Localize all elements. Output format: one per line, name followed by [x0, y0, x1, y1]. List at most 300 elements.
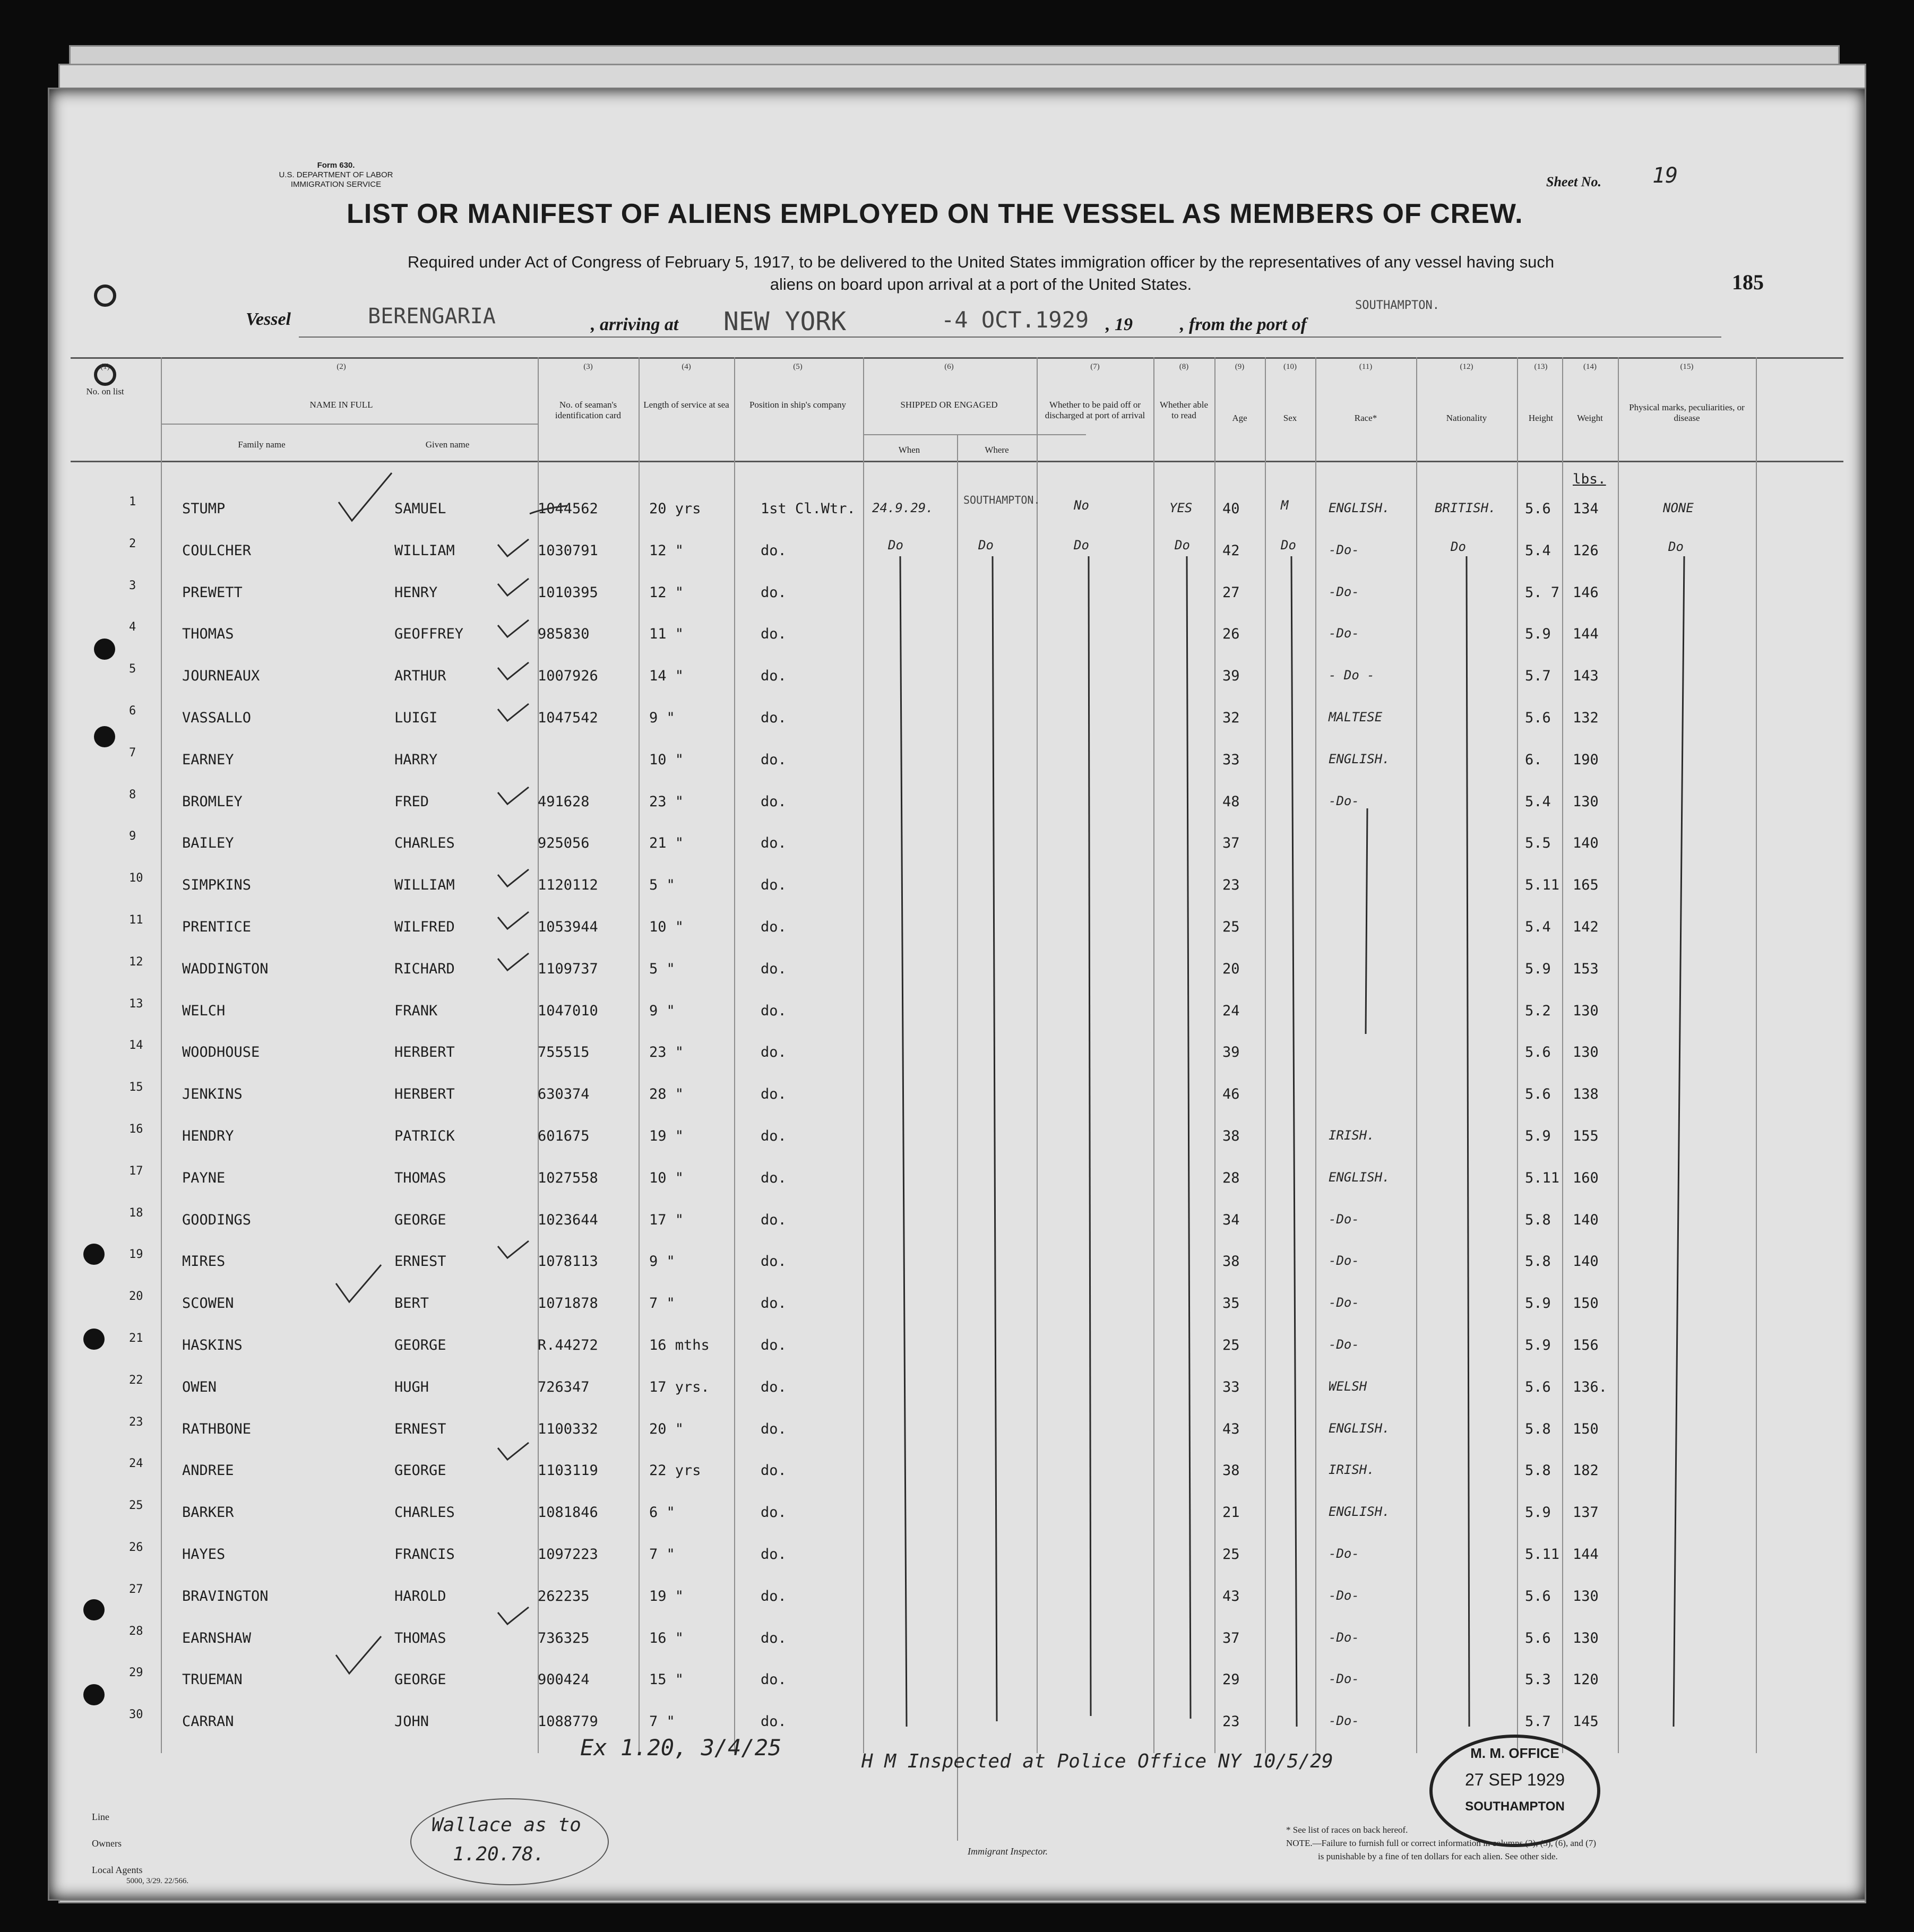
age: 33 [1222, 1379, 1240, 1395]
given-name: THOMAS [394, 1170, 446, 1186]
seaman-card: 601675 [538, 1128, 590, 1144]
seaman-card: 1053944 [538, 919, 598, 935]
ship-position: do. [761, 1462, 787, 1479]
footer-line-label: Line [92, 1812, 109, 1822]
family-name: GOODINGS [182, 1212, 252, 1228]
family-name: HAYES [182, 1546, 226, 1563]
service-length: 19 " [649, 1128, 684, 1144]
row-number: 11 [129, 913, 143, 927]
age: 42 [1222, 542, 1240, 559]
given-name: HUGH [394, 1379, 429, 1395]
given-name: ERNEST [394, 1253, 446, 1270]
row1-nationality: BRITISH. [1435, 501, 1496, 515]
seaman-card: 736325 [538, 1630, 590, 1646]
family-name: WOODHOUSE [182, 1044, 260, 1060]
ditto-when: Do [888, 538, 903, 553]
seaman-card: 985830 [538, 626, 590, 642]
service-length: 9 " [649, 1253, 675, 1270]
ship-position: do. [761, 626, 787, 642]
age: 33 [1222, 752, 1240, 768]
ship-position: do. [761, 877, 787, 893]
weight: 140 [1573, 1212, 1599, 1228]
ship-position: do. [761, 961, 787, 977]
service-length: 23 " [649, 1044, 684, 1060]
age: 37 [1222, 835, 1240, 851]
family-name: TRUEMAN [182, 1671, 243, 1688]
age: 27 [1222, 584, 1240, 601]
height: 5.7 [1525, 668, 1551, 684]
race: MALTESE [1329, 710, 1383, 724]
height: 5.6 [1525, 1588, 1551, 1605]
height: 5.4 [1525, 919, 1551, 935]
service-length: 21 " [649, 835, 684, 851]
weight: 130 [1573, 1003, 1599, 1019]
seaman-card: 900424 [538, 1671, 590, 1688]
ship-position: do. [761, 1170, 787, 1186]
height: 5.8 [1525, 1253, 1551, 1270]
row-number: 26 [129, 1541, 143, 1554]
row1-sex: M [1281, 498, 1289, 513]
weight: 132 [1573, 710, 1599, 726]
family-name: HASKINS [182, 1337, 243, 1353]
row-number: 14 [129, 1039, 143, 1052]
column-header: Position in ship's company [749, 400, 847, 410]
row-number: 19 [129, 1248, 143, 1261]
column-number: (7) [1090, 363, 1100, 371]
service-length: 7 " [649, 1546, 675, 1563]
given-name: GEORGE [394, 1337, 446, 1353]
seaman-card: 491628 [538, 794, 590, 810]
age: 40 [1222, 501, 1240, 517]
race: IRISH. [1329, 1462, 1375, 1477]
form-number: Form 630. [317, 161, 355, 170]
footer-agents-label: Local Agents [92, 1865, 143, 1875]
seaman-card: 925056 [538, 835, 590, 851]
row-number: 12 [129, 955, 143, 969]
row-number: 9 [129, 830, 136, 843]
row-number: 25 [129, 1499, 143, 1512]
race: -Do- [1329, 794, 1359, 808]
column-number: (2) [337, 363, 346, 371]
height: 5.6 [1525, 1044, 1551, 1060]
ditto-marks: Do [1668, 539, 1684, 554]
family-name: CARRAN [182, 1713, 234, 1730]
row1-shipped-where: SOUTHAMPTON. [963, 494, 1040, 506]
service-length: 7 " [649, 1713, 675, 1730]
vessel-label: Vessel [246, 309, 291, 329]
service-length: 12 " [649, 584, 684, 601]
service-length: 15 " [649, 1671, 684, 1688]
seaman-card: 1030791 [538, 542, 598, 559]
seaman-card: 1120112 [538, 877, 598, 893]
arrival-port: NEW YORK [723, 307, 847, 337]
race: -Do- [1329, 1337, 1359, 1352]
height: 5.9 [1525, 1295, 1551, 1312]
age: 25 [1222, 1337, 1240, 1353]
seaman-card: 1100332 [538, 1421, 598, 1437]
given-name: HENRY [394, 584, 438, 601]
given-name: RICHARD [394, 961, 455, 977]
row-number: 1 [129, 495, 136, 508]
family-name: BROMLEY [182, 794, 243, 810]
ship-position: do. [761, 1379, 787, 1395]
height: 5.4 [1525, 542, 1551, 559]
row-number: 5 [129, 662, 136, 676]
weight: 153 [1573, 961, 1599, 977]
family-name: HENDRY [182, 1128, 234, 1144]
seaman-card: 630374 [538, 1086, 590, 1102]
service-length: 10 " [649, 919, 684, 935]
seaman-card: 1044562 [538, 501, 598, 517]
footer-races-note: * See list of races on back hereof. [1286, 1825, 1408, 1835]
ship-position: do. [761, 752, 787, 768]
ditto-read: Do [1175, 538, 1190, 553]
service-length: 23 " [649, 794, 684, 810]
seaman-card: 1071878 [538, 1295, 598, 1312]
vessel-name: BERENGARIA [368, 304, 496, 329]
ship-position: do. [761, 1504, 787, 1521]
column-number: (5) [793, 363, 803, 371]
seaman-card: 726347 [538, 1379, 590, 1395]
ship-position: do. [761, 1713, 787, 1730]
service-length: 5 " [649, 961, 675, 977]
age: 21 [1222, 1504, 1240, 1521]
age: 23 [1222, 1713, 1240, 1730]
ship-position: do. [761, 542, 787, 559]
footer-print-code: 5000, 3/29. 22/566. [126, 1877, 189, 1885]
race: -Do- [1329, 542, 1359, 557]
weight: 145 [1573, 1713, 1599, 1730]
when-header: When [898, 445, 920, 455]
family-name-header: Family name [238, 439, 286, 450]
height: 5.9 [1525, 1337, 1551, 1353]
page-number: 185 [1732, 270, 1764, 294]
weight: 130 [1573, 1630, 1599, 1646]
family-name: WADDINGTON [182, 961, 269, 977]
service-length: 17 yrs. [649, 1379, 710, 1395]
seaman-card: R.44272 [538, 1337, 598, 1353]
seaman-card: 1097223 [538, 1546, 598, 1563]
row-number: 20 [129, 1290, 143, 1303]
family-name: BARKER [182, 1504, 234, 1521]
given-name: THOMAS [394, 1630, 446, 1646]
race: -Do- [1329, 626, 1359, 641]
height: 5.2 [1525, 1003, 1551, 1019]
height: 5.9 [1525, 626, 1551, 642]
race: -Do- [1329, 1546, 1359, 1561]
column-number: (15) [1680, 363, 1694, 371]
height: 5.11 [1525, 877, 1560, 893]
family-name: COULCHER [182, 542, 252, 559]
column-header: Race* [1354, 413, 1377, 423]
given-name: WILLIAM [394, 877, 455, 893]
column-number: (11) [1359, 363, 1373, 371]
given-name: JOHN [394, 1713, 429, 1730]
family-name: JOURNEAUX [182, 668, 260, 684]
weight: 130 [1573, 794, 1599, 810]
check-marks [336, 473, 529, 1674]
sheet-label: Sheet No. [1546, 174, 1601, 189]
family-name: PRENTICE [182, 919, 252, 935]
service-length: 9 " [649, 1003, 675, 1019]
height: 5.4 [1525, 794, 1551, 810]
race: -Do- [1329, 1713, 1359, 1728]
age: 39 [1222, 1044, 1240, 1060]
service-length: 10 " [649, 752, 684, 768]
seaman-card: 1023644 [538, 1212, 598, 1228]
seaman-card: 1007926 [538, 668, 598, 684]
row-number: 15 [129, 1081, 143, 1094]
family-name: BAILEY [182, 835, 234, 851]
race: ENGLISH. [1329, 1504, 1390, 1519]
height: 5.11 [1525, 1546, 1560, 1563]
weight: 165 [1573, 877, 1599, 893]
row-number: 13 [129, 997, 143, 1011]
ship-position: do. [761, 1546, 787, 1563]
column-header: Whether to be paid off or discharged at port of arrival [1045, 400, 1145, 420]
row-number: 3 [129, 579, 136, 592]
weight: 140 [1573, 835, 1599, 851]
family-name: MIRES [182, 1253, 226, 1270]
weight: 140 [1573, 1253, 1599, 1270]
age: 37 [1222, 1630, 1240, 1646]
race: -Do- [1329, 1295, 1359, 1310]
column-header: Age [1232, 413, 1247, 423]
race: -Do- [1329, 1671, 1359, 1686]
manifest-subtitle: Required under Act of Congress of February 5, 1917, to be delivered to the United States immigration officer by the representatives of any vessel having such aliens on board upon arrival at a port of the United States. [407, 253, 1555, 294]
family-name: SIMPKINS [182, 877, 252, 893]
age: 38 [1222, 1253, 1240, 1270]
manifest-title: LIST OR MANIFEST OF ALIENS EMPLOYED ON THE VESSEL AS MEMBERS OF CREW. [347, 199, 1523, 229]
row-number: 24 [129, 1457, 143, 1470]
ditto-strokes [49, 89, 1865, 1899]
given-name: HAROLD [394, 1588, 446, 1605]
height: 5.3 [1525, 1671, 1551, 1688]
given-name: FRANCIS [394, 1546, 455, 1563]
height: 5.6 [1525, 1086, 1551, 1102]
row-number: 8 [129, 788, 136, 801]
height: 5.6 [1525, 501, 1551, 517]
race: -Do- [1329, 1630, 1359, 1645]
ship-position: do. [761, 1671, 787, 1688]
weight: 146 [1573, 584, 1599, 601]
given-name: FRED [394, 794, 429, 810]
ship-position: do. [761, 1337, 787, 1353]
row-number: 23 [129, 1416, 143, 1429]
weight: 134 [1573, 501, 1599, 517]
where-header: Where [985, 445, 1009, 455]
given-name: GEORGE [394, 1462, 446, 1479]
family-name: EARNEY [182, 752, 234, 768]
row-number: 29 [129, 1666, 143, 1679]
ship-position: do. [761, 710, 787, 726]
weight: 160 [1573, 1170, 1599, 1186]
age: 43 [1222, 1588, 1240, 1605]
service-length: 20 " [649, 1421, 684, 1437]
service-length: 10 " [649, 1170, 684, 1186]
age: 46 [1222, 1086, 1240, 1102]
given-name: HARRY [394, 752, 438, 768]
column-number: (10) [1283, 363, 1297, 371]
age: 29 [1222, 1671, 1240, 1688]
row1-able-to-read: YES [1169, 501, 1193, 515]
ditto-where: Do [978, 538, 994, 553]
ship-position: do. [761, 584, 787, 601]
weight: 156 [1573, 1337, 1599, 1353]
service-length: 19 " [649, 1588, 684, 1605]
family-name: WELCH [182, 1003, 226, 1019]
family-name: PREWETT [182, 584, 243, 601]
age: 26 [1222, 626, 1240, 642]
age: 20 [1222, 961, 1240, 977]
ditto-nationality: Do [1451, 539, 1466, 554]
ship-position: do. [761, 1003, 787, 1019]
height: 5.7 [1525, 1713, 1551, 1730]
column-header: Whether able to read [1159, 400, 1209, 420]
column-header: Length of service at sea [643, 400, 729, 410]
ship-position: do. [761, 1253, 787, 1270]
service-length: 16 mths [649, 1337, 710, 1353]
seaman-card: 1078113 [538, 1253, 598, 1270]
height: 5.8 [1525, 1462, 1551, 1479]
given-name: GEORGE [394, 1212, 446, 1228]
height: 5.5 [1525, 835, 1551, 851]
service-length: 22 yrs [649, 1462, 701, 1479]
given-name: ERNEST [394, 1421, 446, 1437]
row1-shipped-when: 24.9.29. [872, 501, 934, 515]
service-length: 14 " [649, 668, 684, 684]
service-length: 28 " [649, 1086, 684, 1102]
column-number: (14) [1583, 363, 1597, 371]
weight: 144 [1573, 626, 1599, 642]
column-number: (3) [583, 363, 593, 371]
weight: 126 [1573, 542, 1599, 559]
ship-position: do. [761, 1128, 787, 1144]
given-name-header: Given name [425, 439, 470, 450]
weight: 130 [1573, 1044, 1599, 1060]
given-name: GEOFFREY [394, 626, 464, 642]
ship-position: do. [761, 794, 787, 810]
given-name: PATRICK [394, 1128, 455, 1144]
race: ENGLISH. [1329, 1170, 1390, 1185]
age: 38 [1222, 1462, 1240, 1479]
weight: 143 [1573, 668, 1599, 684]
family-name: VASSALLO [182, 710, 252, 726]
race: ENGLISH. [1329, 501, 1390, 515]
from-port: SOUTHAMPTON. [1355, 299, 1439, 312]
family-name: BRAVINGTON [182, 1588, 269, 1605]
row-number: 22 [129, 1374, 143, 1387]
left-note-line-1: Wallace as to [432, 1814, 581, 1836]
column-header: Sex [1283, 413, 1297, 423]
service-length: 5 " [649, 877, 675, 893]
age: 43 [1222, 1421, 1240, 1437]
seaman-card: 1088779 [538, 1713, 598, 1730]
seaman-card: 262235 [538, 1588, 590, 1605]
age: 48 [1222, 794, 1240, 810]
given-name: HERBERT [394, 1044, 455, 1060]
given-name: FRANK [394, 1003, 438, 1019]
form-service: IMMIGRATION SERVICE [290, 180, 382, 189]
family-name: ANDREE [182, 1462, 234, 1479]
stamp-top-text: M. M. OFFICE [1470, 1745, 1559, 1761]
service-length: 6 " [649, 1504, 675, 1521]
from-port-label: , from the port of [1180, 315, 1307, 334]
race: -Do- [1329, 584, 1359, 599]
race: -Do- [1329, 1588, 1359, 1603]
height: 5.11 [1525, 1170, 1560, 1186]
weight: 138 [1573, 1086, 1599, 1102]
row1-paid-off: No [1074, 498, 1089, 513]
row-number: 2 [129, 537, 136, 550]
seaman-card: 1103119 [538, 1462, 598, 1479]
footer-note-2: is punishable by a fine of ten dollars for each alien. See other side. [1318, 1851, 1558, 1861]
ship-position: do. [761, 1630, 787, 1646]
given-name: WILFRED [394, 919, 455, 935]
column-header: Height [1528, 413, 1554, 423]
year-label: , 19 [1106, 315, 1133, 334]
height: 6. [1525, 752, 1542, 768]
age: 34 [1222, 1212, 1240, 1228]
row-number: 27 [129, 1583, 143, 1596]
ditto-sex: Do [1281, 538, 1296, 553]
column-header: Weight [1577, 413, 1603, 423]
age: 24 [1222, 1003, 1240, 1019]
age: 38 [1222, 1128, 1240, 1144]
seaman-card: 1027558 [538, 1170, 598, 1186]
row-number: 16 [129, 1123, 143, 1136]
seaman-card: 1047010 [538, 1003, 598, 1019]
given-name: LUIGI [394, 710, 438, 726]
row-number: 18 [129, 1206, 143, 1220]
given-name: CHARLES [394, 835, 455, 851]
height: 5. 7 [1525, 584, 1560, 601]
age: 23 [1222, 877, 1240, 893]
footer-note-1: NOTE.—Failure to furnish full or correct information in columns (2), (5), (6), and (7) [1286, 1838, 1596, 1848]
ship-position: do. [761, 1588, 787, 1605]
column-number: (6) [944, 363, 954, 371]
family-name: STUMP [182, 501, 226, 517]
given-name: SAMUEL [394, 501, 446, 517]
column-number: (12) [1460, 363, 1473, 371]
height: 5.8 [1525, 1212, 1551, 1228]
given-name: ARTHUR [394, 668, 446, 684]
seaman-card: 1081846 [538, 1504, 598, 1521]
height: 5.6 [1525, 1379, 1551, 1395]
service-length: 9 " [649, 710, 675, 726]
column-number: (4) [682, 363, 691, 371]
race: WELSH [1329, 1379, 1367, 1394]
family-name: PAYNE [182, 1170, 226, 1186]
age: 35 [1222, 1295, 1240, 1312]
ship-position: do. [761, 835, 787, 851]
row-number: 10 [129, 872, 143, 885]
service-length: 7 " [649, 1295, 675, 1312]
weight: 182 [1573, 1462, 1599, 1479]
row-number: 6 [129, 704, 136, 718]
column-header: Nationality [1446, 413, 1487, 423]
seaman-card: 1010395 [538, 584, 598, 601]
ship-position: 1st Cl.Wtr. [761, 501, 856, 517]
given-name: WILLIAM [394, 542, 455, 559]
height: 5.8 [1525, 1421, 1551, 1437]
weight: 150 [1573, 1295, 1599, 1312]
weight: 120 [1573, 1671, 1599, 1688]
arriving-label: , arriving at [591, 315, 679, 334]
column-number: (8) [1179, 363, 1189, 371]
given-name: CHARLES [394, 1504, 455, 1521]
ditto-paid-off: Do [1074, 538, 1089, 553]
